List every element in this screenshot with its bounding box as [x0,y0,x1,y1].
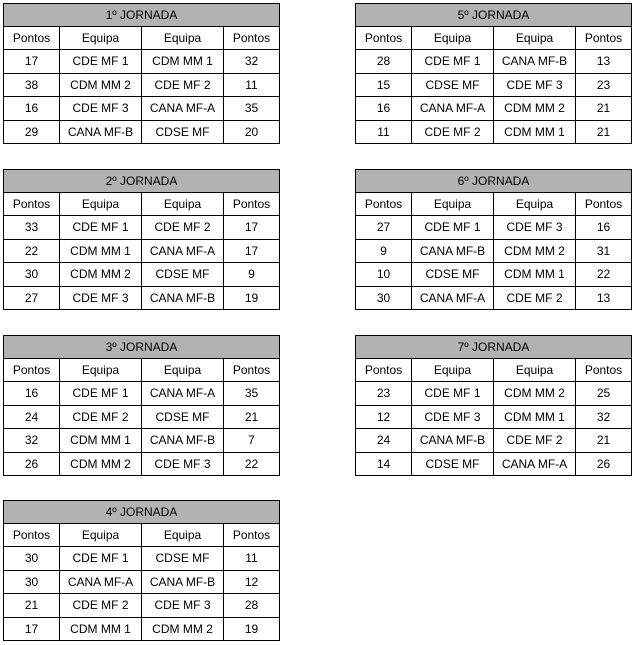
away-team: CDM MM 1 [494,120,576,144]
match-row [4,263,280,287]
away-points: 19 [224,286,280,310]
away-points: 32 [224,50,280,74]
home-team: CDSE MF [412,73,494,97]
away-points: 32 [576,405,632,429]
away-team: CANA MF-A [142,97,224,121]
header-equipa: Equipa [60,524,142,547]
home-team: CDE MF 2 [412,120,494,144]
away-team: CDSE MF [142,405,224,429]
header-pontos: Pontos [576,359,632,382]
home-points: 32 [4,429,60,453]
match-row [356,286,632,310]
home-points: 38 [4,73,60,97]
match-row [4,97,280,121]
header-pontos: Pontos [4,27,60,50]
home-team: CDM MM 2 [60,452,142,476]
header-equipa: Equipa [60,193,142,216]
away-points: 17 [224,239,280,263]
home-points: 33 [4,216,60,240]
jornada-title: 4º JORNADA [4,501,280,524]
header-equipa: Equipa [142,359,224,382]
away-team: CDSE MF [142,263,224,287]
match-row [4,405,280,429]
match-row [356,97,632,121]
away-team: CANA MF-A [142,382,224,406]
jornada-title: 7º JORNADA [356,336,632,359]
home-team: CDM MM 1 [60,429,142,453]
header-equipa: Equipa [142,524,224,547]
away-points: 21 [224,405,280,429]
header-equipa: Equipa [142,193,224,216]
home-team: CANA MF-B [412,239,494,263]
away-points: 16 [576,216,632,240]
away-points: 21 [576,429,632,453]
match-row [4,73,280,97]
jornada-6-table [355,169,632,310]
home-points: 23 [356,382,412,406]
match-row [4,50,280,74]
home-team: CDSE MF [412,263,494,287]
match-row [356,452,632,476]
header-pontos: Pontos [224,27,280,50]
match-row [4,239,280,263]
away-team: CDE MF 3 [142,452,224,476]
away-points: 19 [224,617,280,641]
home-points: 12 [356,405,412,429]
away-team: CANA MF-B [494,50,576,74]
away-team: CDE MF 2 [142,216,224,240]
home-team: CDE MF 1 [412,382,494,406]
away-team: CANA MF-B [142,286,224,310]
header-equipa: Equipa [494,193,576,216]
jornada-2-table [3,169,280,310]
header-equipa: Equipa [412,193,494,216]
home-points: 30 [4,547,60,571]
header-pontos: Pontos [224,359,280,382]
match-row [356,382,632,406]
match-row [356,120,632,144]
home-team: CDE MF 3 [412,405,494,429]
match-row [4,429,280,453]
home-team: CDM MM 1 [60,617,142,641]
home-points: 28 [356,50,412,74]
away-team: CDSE MF [142,547,224,571]
home-points: 10 [356,263,412,287]
home-points: 22 [4,239,60,263]
header-pontos: Pontos [356,359,412,382]
home-team: CDE MF 1 [60,216,142,240]
away-points: 22 [576,263,632,287]
away-team: CDM MM 2 [494,382,576,406]
header-equipa: Equipa [60,359,142,382]
home-team: CDE MF 1 [412,216,494,240]
home-points: 26 [4,452,60,476]
away-team: CDM MM 2 [494,239,576,263]
match-row [4,570,280,594]
jornada-title: 5º JORNADA [356,4,632,27]
match-row [4,594,280,618]
home-team: CANA MF-B [412,429,494,453]
home-team: CDE MF 2 [60,405,142,429]
away-team: CDE MF 3 [494,216,576,240]
away-points: 17 [224,216,280,240]
header-pontos: Pontos [224,193,280,216]
home-points: 30 [4,570,60,594]
away-points: 11 [224,73,280,97]
home-points: 21 [4,594,60,618]
home-team: CDE MF 1 [60,50,142,74]
header-equipa: Equipa [142,27,224,50]
away-team: CDM MM 1 [142,50,224,74]
home-team: CANA MF-B [60,120,142,144]
away-points: 28 [224,594,280,618]
away-points: 35 [224,97,280,121]
away-team: CDE MF 3 [494,73,576,97]
header-equipa: Equipa [60,27,142,50]
header-pontos: Pontos [4,359,60,382]
header-pontos: Pontos [356,27,412,50]
home-points: 15 [356,73,412,97]
match-row [4,452,280,476]
away-points: 23 [576,73,632,97]
home-team: CDE MF 3 [60,286,142,310]
home-points: 29 [4,120,60,144]
home-points: 14 [356,452,412,476]
home-points: 16 [356,97,412,121]
away-points: 13 [576,50,632,74]
jornada-title: 2º JORNADA [4,170,280,193]
home-points: 30 [356,286,412,310]
header-pontos: Pontos [4,193,60,216]
away-team: CANA MF-B [142,570,224,594]
jornada-3-table [3,335,280,476]
home-points: 27 [356,216,412,240]
away-team: CDE MF 2 [494,286,576,310]
home-points: 24 [4,405,60,429]
away-team: CDM MM 1 [494,263,576,287]
match-row [356,429,632,453]
home-points: 17 [4,50,60,74]
home-points: 27 [4,286,60,310]
home-team: CDM MM 2 [60,73,142,97]
match-row [356,216,632,240]
home-team: CDE MF 1 [60,382,142,406]
home-team: CDM MM 2 [60,263,142,287]
away-points: 11 [224,547,280,571]
away-team: CDSE MF [142,120,224,144]
home-points: 17 [4,617,60,641]
jornada-title: 6º JORNADA [356,170,632,193]
away-points: 20 [224,120,280,144]
away-points: 7 [224,429,280,453]
match-row [356,50,632,74]
header-equipa: Equipa [494,27,576,50]
match-row [4,547,280,571]
away-team: CANA MF-A [494,452,576,476]
jornada-5-table [355,3,632,144]
header-pontos: Pontos [224,524,280,547]
jornada-4-table [3,500,280,641]
home-team: CDM MM 1 [60,239,142,263]
home-team: CDSE MF [412,452,494,476]
away-team: CDM MM 2 [494,97,576,121]
header-pontos: Pontos [576,193,632,216]
away-points: 9 [224,263,280,287]
header-pontos: Pontos [4,524,60,547]
away-points: 35 [224,382,280,406]
home-points: 16 [4,97,60,121]
home-points: 24 [356,429,412,453]
match-row [356,263,632,287]
header-equipa: Equipa [412,359,494,382]
match-row [356,239,632,263]
home-team: CDE MF 2 [60,594,142,618]
home-team: CDE MF 1 [412,50,494,74]
away-points: 21 [576,97,632,121]
away-points: 21 [576,120,632,144]
jornada-title: 1º JORNADA [4,4,280,27]
header-equipa: Equipa [494,359,576,382]
header-equipa: Equipa [412,27,494,50]
match-row [4,216,280,240]
away-points: 12 [224,570,280,594]
home-team: CANA MF-A [60,570,142,594]
away-team: CANA MF-A [142,239,224,263]
away-points: 26 [576,452,632,476]
home-points: 11 [356,120,412,144]
away-team: CDM MM 2 [142,617,224,641]
header-pontos: Pontos [576,27,632,50]
match-row [356,405,632,429]
home-team: CDE MF 3 [60,97,142,121]
header-pontos: Pontos [356,193,412,216]
away-points: 13 [576,286,632,310]
home-team: CANA MF-A [412,97,494,121]
match-row [4,617,280,641]
match-row [4,286,280,310]
home-points: 16 [4,382,60,406]
match-row [4,382,280,406]
home-team: CDE MF 1 [60,547,142,571]
away-points: 25 [576,382,632,406]
jornada-title: 3º JORNADA [4,336,280,359]
match-row [4,120,280,144]
away-team: CDE MF 3 [142,594,224,618]
away-points: 22 [224,452,280,476]
away-team: CANA MF-B [142,429,224,453]
home-points: 30 [4,263,60,287]
away-points: 31 [576,239,632,263]
away-team: CDE MF 2 [494,429,576,453]
away-team: CDM MM 1 [494,405,576,429]
jornada-1-table [3,3,280,144]
jornada-7-table [355,335,632,476]
away-team: CDE MF 2 [142,73,224,97]
home-team: CANA MF-A [412,286,494,310]
match-row [356,73,632,97]
home-points: 9 [356,239,412,263]
